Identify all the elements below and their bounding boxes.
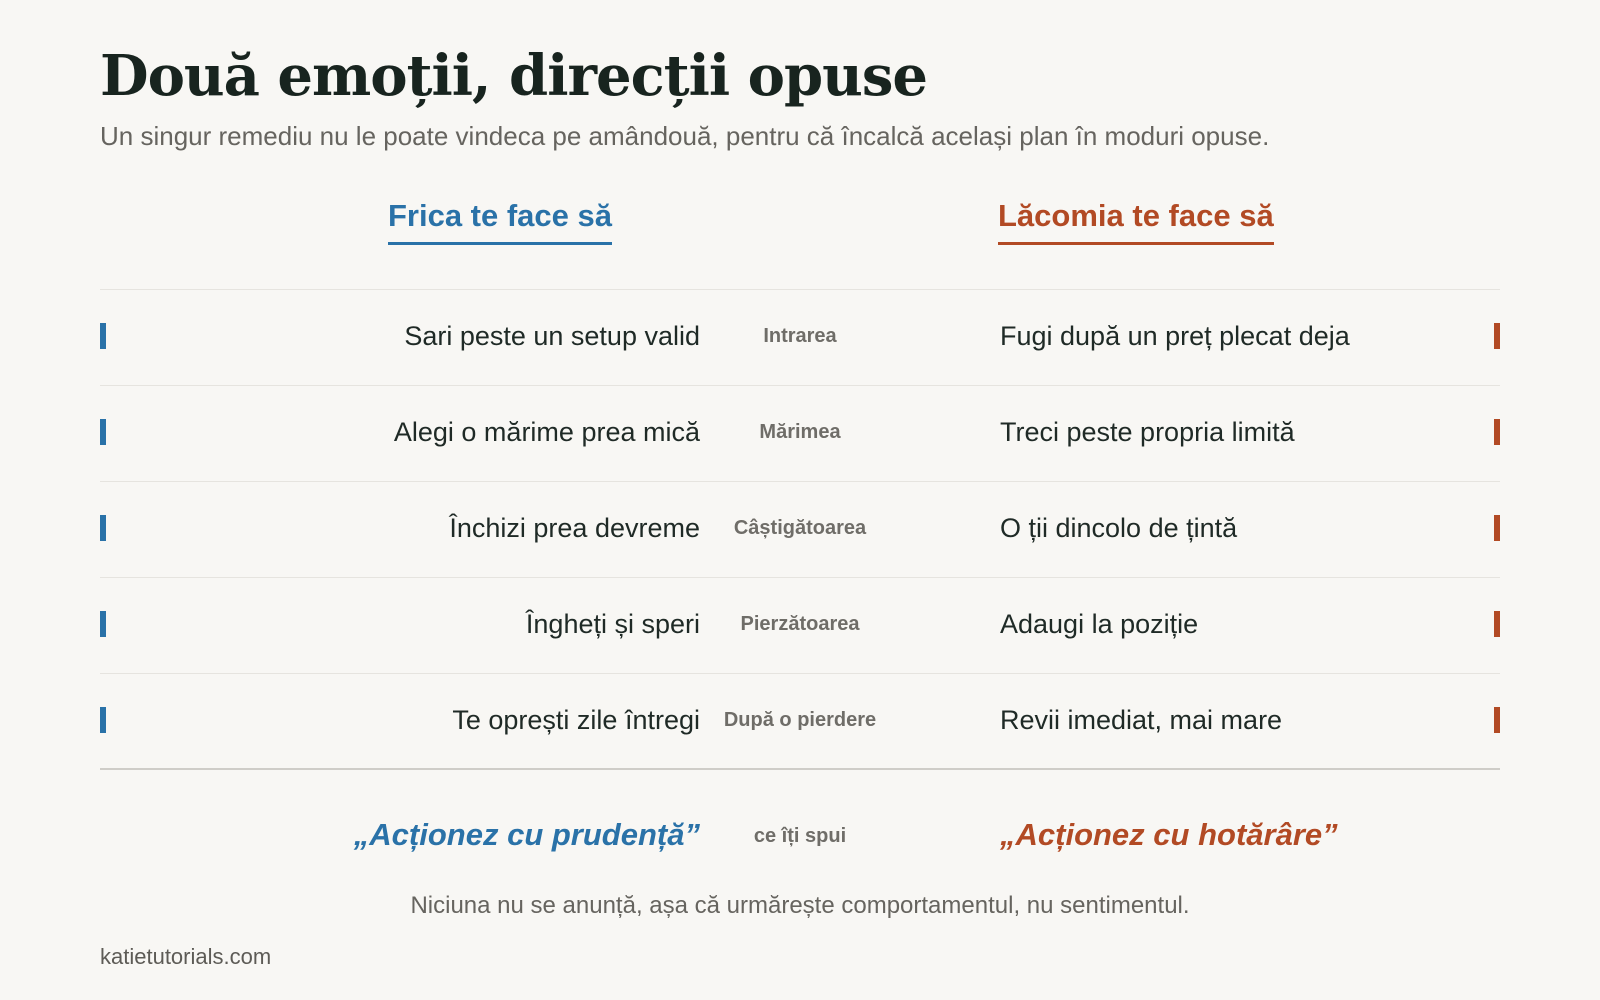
greed-cell: Fugi după un preț plecat deja: [1000, 321, 1350, 351]
fear-marker: [100, 515, 106, 541]
greed-cell: Revii imediat, mai mare: [1000, 705, 1283, 735]
fear-cell: Închizi prea devreme: [449, 513, 700, 543]
fear-marker: [100, 419, 106, 445]
table-row-entry: [100, 289, 1500, 385]
fear-quote: „Acționez cu prudență”: [353, 817, 700, 852]
fear-cell: Sari peste un setup valid: [404, 321, 700, 351]
fear-marker: [100, 707, 106, 733]
greed-marker: [1494, 611, 1500, 637]
stage-label: Intrarea: [763, 325, 837, 347]
stage-label: Mărimea: [759, 421, 841, 443]
fear-cell: Îngheți și speri: [525, 609, 700, 639]
page-subtitle: Un singur remediu nu le poate vindeca pe amândouă, pentru că încalcă același plan în moduri opuse.: [100, 121, 1270, 151]
greed-cell: Adaugi la poziție: [1000, 609, 1199, 639]
fear-marker: [100, 323, 106, 349]
stage-label: Pierzătoarea: [740, 613, 860, 635]
quote-label: ce îți spui: [753, 825, 847, 847]
greed-marker: [1494, 419, 1500, 445]
footnote: Niciuna nu se anunță, așa că urmărește comportamentul, nu sentimentul.: [410, 892, 1190, 919]
fear-column-header: Frica te face să: [388, 196, 612, 245]
stage-label: Câștigătoarea: [733, 517, 867, 539]
fear-marker: [100, 611, 106, 637]
divider: [100, 768, 1500, 770]
table-row-winner: [100, 481, 1500, 577]
greed-marker: [1494, 323, 1500, 349]
table-row-size: [100, 385, 1500, 481]
fear-cell: Te oprești zile întregi: [452, 705, 700, 735]
fear-cell: Alegi o mărime prea mică: [393, 417, 700, 447]
infographic: [100, 0, 1500, 1000]
greed-marker: [1494, 515, 1500, 541]
page-title: Două emoții, direcții opuse: [100, 43, 927, 109]
greed-quote: „Acționez cu hotărâre”: [1000, 817, 1338, 852]
greed-cell: O ții dincolo de țintă: [1000, 513, 1238, 543]
stage-label: După o pierdere: [723, 709, 877, 731]
table-row-loser: [100, 577, 1500, 673]
greed-column-header: Lăcomia te face să: [998, 196, 1274, 245]
greed-marker: [1494, 707, 1500, 733]
greed-cell: Treci peste propria limită: [1000, 417, 1295, 447]
site-credit: katietutorials.com: [100, 944, 272, 969]
comparison-table: [100, 289, 1500, 769]
table-row-after-loss: [100, 673, 1500, 769]
